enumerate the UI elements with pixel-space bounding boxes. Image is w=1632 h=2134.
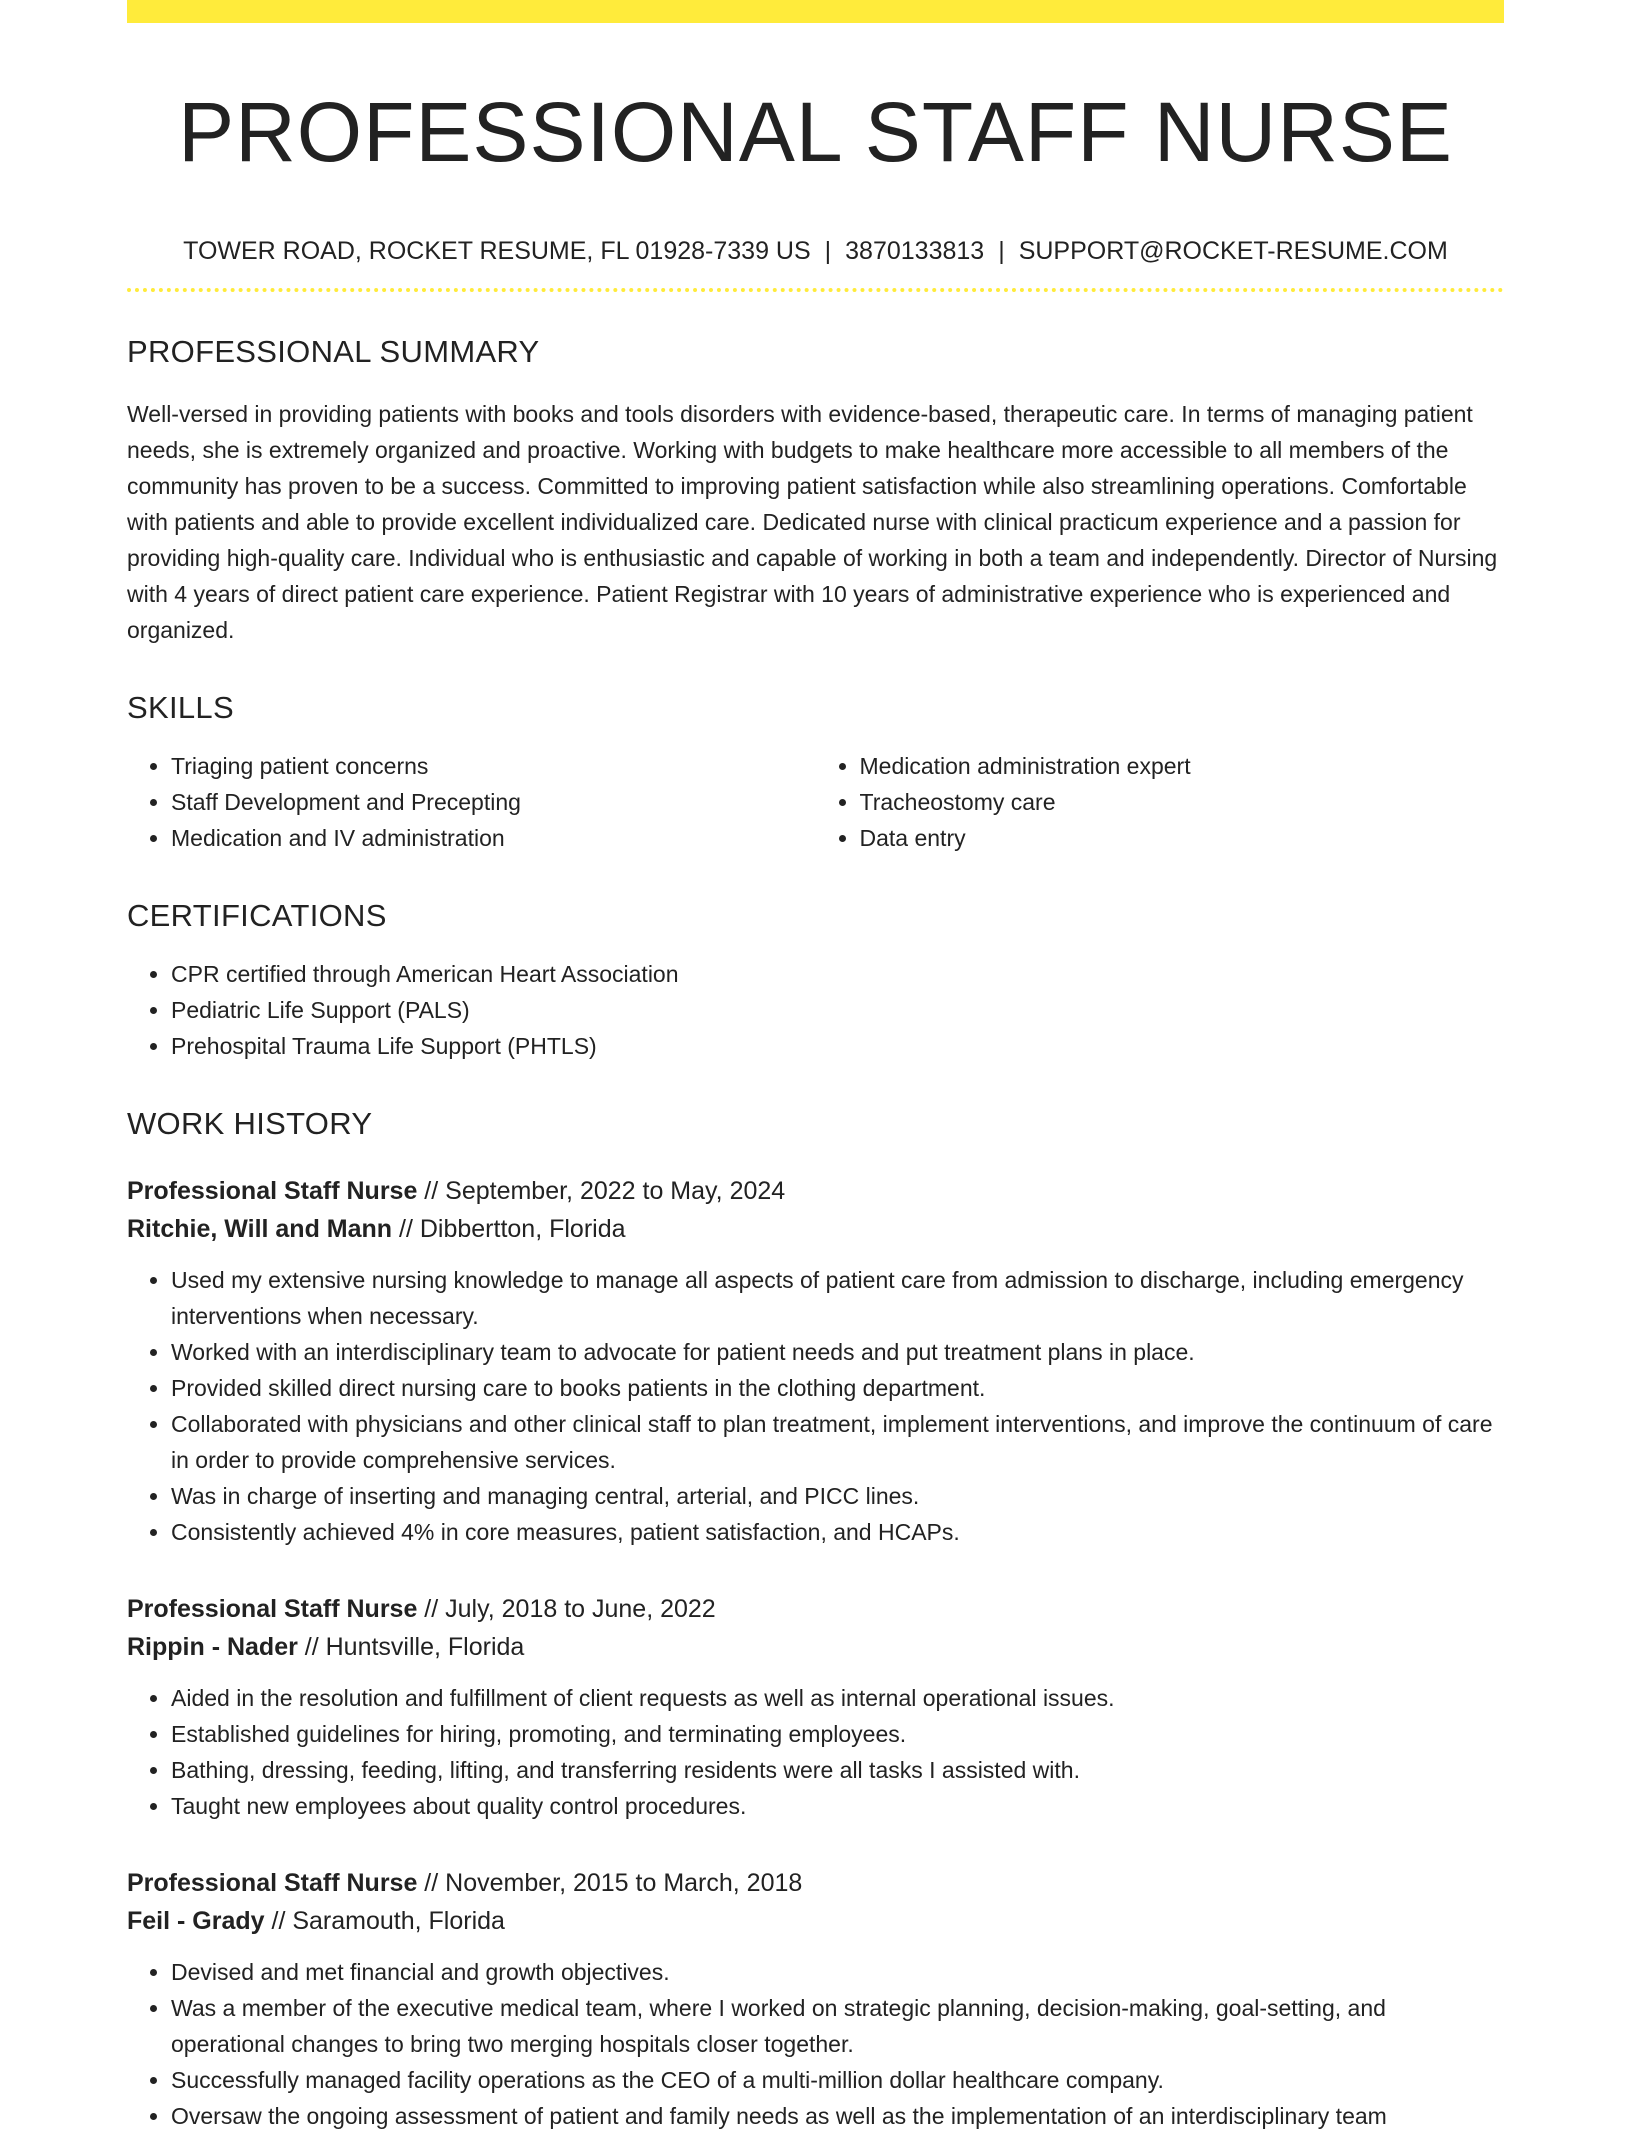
job-bullet: • Was a member of the executive medical team, where I worked on strategic planning, decision-making, goal-setting, and operational changes to bring two merging hospitals closer together. (171, 1990, 1504, 2062)
skills-list-left (127, 748, 816, 856)
job-title-line (127, 1172, 1504, 1210)
job-bullet: • Established guidelines for hiring, promoting, and terminating employees. (171, 1716, 1504, 1752)
resume-name: PROFESSIONAL STAFF NURSE (178, 85, 1453, 179)
dotted-divider (127, 288, 1504, 292)
job-bullet: • Consistently achieved 4% in core measures, patient satisfaction, and HCAPs. (171, 1514, 1504, 1550)
job-bullets (127, 1262, 1504, 1550)
job-company-line (127, 1902, 1504, 1940)
job-company-line (127, 1210, 1504, 1248)
job-bullet: • Devised and met financial and growth objectives. (171, 1954, 1504, 1990)
job-title: Professional Staff Nurse (127, 1869, 418, 1897)
certification-item: • Prehospital Trauma Life Support (PHTLS) (171, 1028, 1504, 1064)
contact-address: TOWER ROAD, ROCKET RESUME, FL 01928-7339 US (183, 237, 811, 265)
certifications-heading: CERTIFICATIONS (127, 898, 387, 933)
job-bullets (127, 1954, 1504, 2134)
contact-email: SUPPORT@ROCKET-RESUME.COM (1018, 237, 1448, 265)
job-bullet: • Oversaw the ongoing assessment of patient and family needs as well as the implementation of an interdisciplinary team (171, 2098, 1504, 2134)
skills-heading: SKILLS (127, 690, 234, 725)
job-company-line (127, 1628, 1504, 1666)
job-bullet: • Used my extensive nursing knowledge to manage all aspects of patient care from admission to discharge, including emergency interventions when necessary. (171, 1262, 1504, 1334)
job-entry (127, 1864, 1504, 2134)
job-entry (127, 1590, 1504, 1824)
job-bullet: • Worked with an interdisciplinary team to advocate for patient needs and put treatment plans in place. (171, 1334, 1504, 1370)
job-bullet: • Successfully managed facility operations as the CEO of a multi-million dollar healthcare company. (171, 2062, 1504, 2098)
job-location: // Dibbertton, Florida (392, 1215, 626, 1243)
job-dates: // September, 2022 to May, 2024 (417, 1177, 786, 1205)
contact-phone: 3870133813 (845, 237, 985, 265)
job-company: Ritchie, Will and Mann (127, 1215, 393, 1243)
job-company: Rippin - Nader (127, 1633, 298, 1661)
job-entry (127, 1172, 1504, 1550)
job-title: Professional Staff Nurse (127, 1595, 418, 1623)
skill-item: • Data entry (860, 820, 1505, 856)
job-bullets (127, 1680, 1504, 1824)
certification-item: • Pediatric Life Support (PALS) (171, 992, 1504, 1028)
job-dates: // November, 2015 to March, 2018 (417, 1869, 803, 1897)
job-title-line (127, 1864, 1504, 1902)
summary-heading: PROFESSIONAL SUMMARY (127, 334, 540, 369)
contact-separator: | (824, 237, 832, 265)
job-dates: // July, 2018 to June, 2022 (417, 1595, 716, 1623)
job-bullet: • Collaborated with physicians and other clinical staff to plan treatment, implement interventions, and improve the continuum of care in order to provide comprehensive services. (171, 1406, 1504, 1478)
summary-text: Well-versed in providing patients with books and tools disorders with evidence-based, therapeutic care. In terms of managing patient needs, she is extremely organized and proactive. Working with budgets to make healthcare more accessible to all members of the community has proven to be a success. Committed to improving patient satisfaction while also streamlining operations. Comfortable with patients and able to provide excellent individualized care. Dedicated nurse with clinical practicum experience and a passion for providing high-quality care. Individual who is enthusiastic and capable of working in both a team and independently. Director of Nursing with 4 years of direct patient care experience. Patient Registrar with 10 years of administrative experience who is experienced and organized. (127, 401, 1498, 643)
skill-item: • Staff Development and Precepting (171, 784, 816, 820)
contact-line (127, 234, 1504, 268)
job-title-line (127, 1590, 1504, 1628)
job-bullet: • Bathing, dressing, feeding, lifting, and transferring residents were all tasks I assisted with. (171, 1752, 1504, 1788)
job-title: Professional Staff Nurse (127, 1177, 418, 1205)
certifications-list (127, 956, 1504, 1064)
skill-item: • Triaging patient concerns (171, 748, 816, 784)
work-history-heading: WORK HISTORY (127, 1106, 373, 1141)
job-bullet: • Taught new employees about quality control procedures. (171, 1788, 1504, 1824)
skills-columns (127, 748, 1504, 856)
skills-list-right (816, 748, 1505, 856)
job-bullet: • Aided in the resolution and fulfillment of client requests as well as internal operational issues. (171, 1680, 1504, 1716)
job-bullet: • Provided skilled direct nursing care to books patients in the clothing department. (171, 1370, 1504, 1406)
job-location: // Saramouth, Florida (264, 1907, 505, 1935)
resume-content (127, 0, 1504, 2134)
skill-item: • Medication administration expert (860, 748, 1505, 784)
job-bullet: • Was in charge of inserting and managing central, arterial, and PICC lines. (171, 1478, 1504, 1514)
certification-item: • CPR certified through American Heart Association (171, 956, 1504, 992)
contact-separator: | (998, 237, 1005, 265)
job-company: Feil - Grady (127, 1907, 265, 1935)
job-location: // Huntsville, Florida (297, 1633, 525, 1661)
skill-item: • Tracheostomy care (860, 784, 1505, 820)
skill-item: • Medication and IV administration (171, 820, 816, 856)
